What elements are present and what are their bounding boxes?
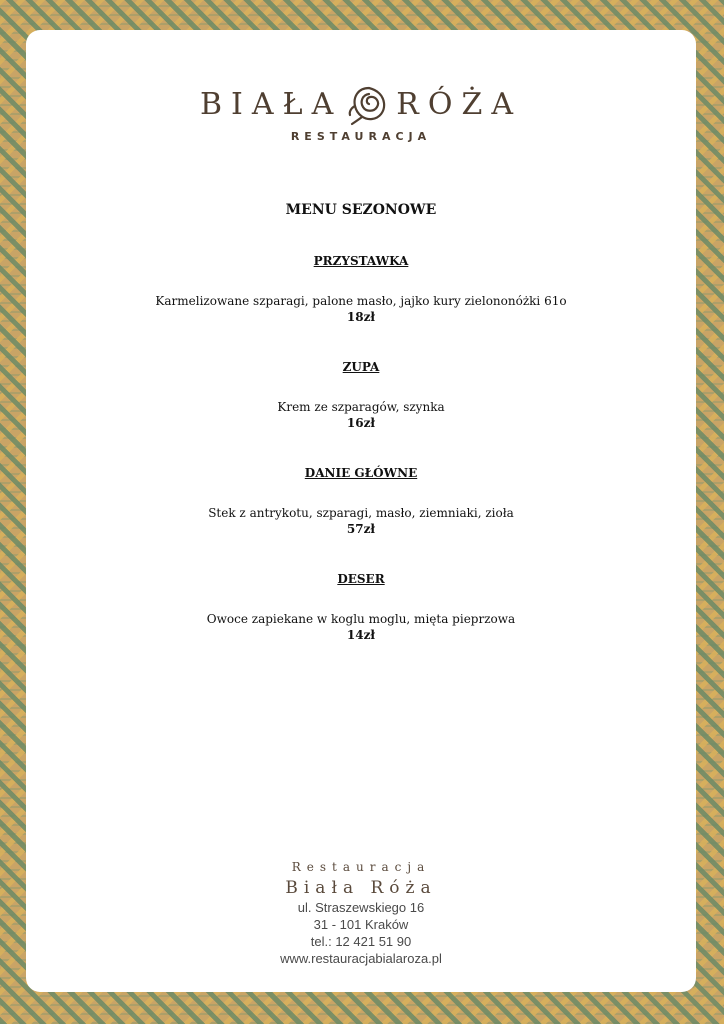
dish-price: 57zł [346, 522, 376, 536]
menu-section-dessert [26, 572, 696, 642]
dish-price: 14zł [346, 628, 376, 642]
dish-price: 16zł [346, 416, 376, 430]
section-heading: ZUPA [342, 360, 380, 374]
footer-brand-line1: Restauracja [291, 860, 431, 874]
menu-title: MENU SEZONOWE [285, 202, 437, 218]
dish-description: Stek z antrykotu, szparagi, masło, ziemniaki, zioła [208, 506, 514, 520]
rose-icon [346, 82, 392, 126]
dish-description: Karmelizowane szparagi, palone masło, jajko kury zielononóżki 61o [155, 294, 567, 308]
menu-page [26, 30, 696, 992]
menu-section-main [26, 466, 696, 536]
dish-description: Owoce zapiekane w koglu moglu, mięta pieprzowa [206, 612, 516, 626]
menu-section-starter [26, 254, 696, 324]
seasonal-menu [26, 202, 696, 642]
restaurant-footer [26, 860, 696, 966]
footer-city: 31 - 101 Kraków [313, 917, 409, 932]
footer-phone: tel.: 12 421 51 90 [310, 934, 412, 949]
footer-address: ul. Straszewskiego 16 [297, 900, 425, 915]
menu-section-soup [26, 360, 696, 430]
logo-name-left: BIAŁA [200, 86, 343, 122]
section-heading: PRZYSTAWKA [313, 254, 409, 268]
logo-wordmark [26, 82, 696, 126]
section-heading: DESER [337, 572, 385, 586]
dish-description: Krem ze szparagów, szynka [277, 400, 445, 414]
dish-price: 18zł [346, 310, 376, 324]
logo-subtitle: RESTAURACJA [290, 130, 432, 143]
footer-brand-line2: Biała Róża [285, 878, 437, 898]
logo-name-right: RÓŻA [396, 86, 522, 122]
restaurant-logo [26, 82, 696, 143]
section-heading: DANIE GŁÓWNE [304, 466, 418, 480]
footer-website: www.restauracjabialaroza.pl [280, 951, 442, 966]
